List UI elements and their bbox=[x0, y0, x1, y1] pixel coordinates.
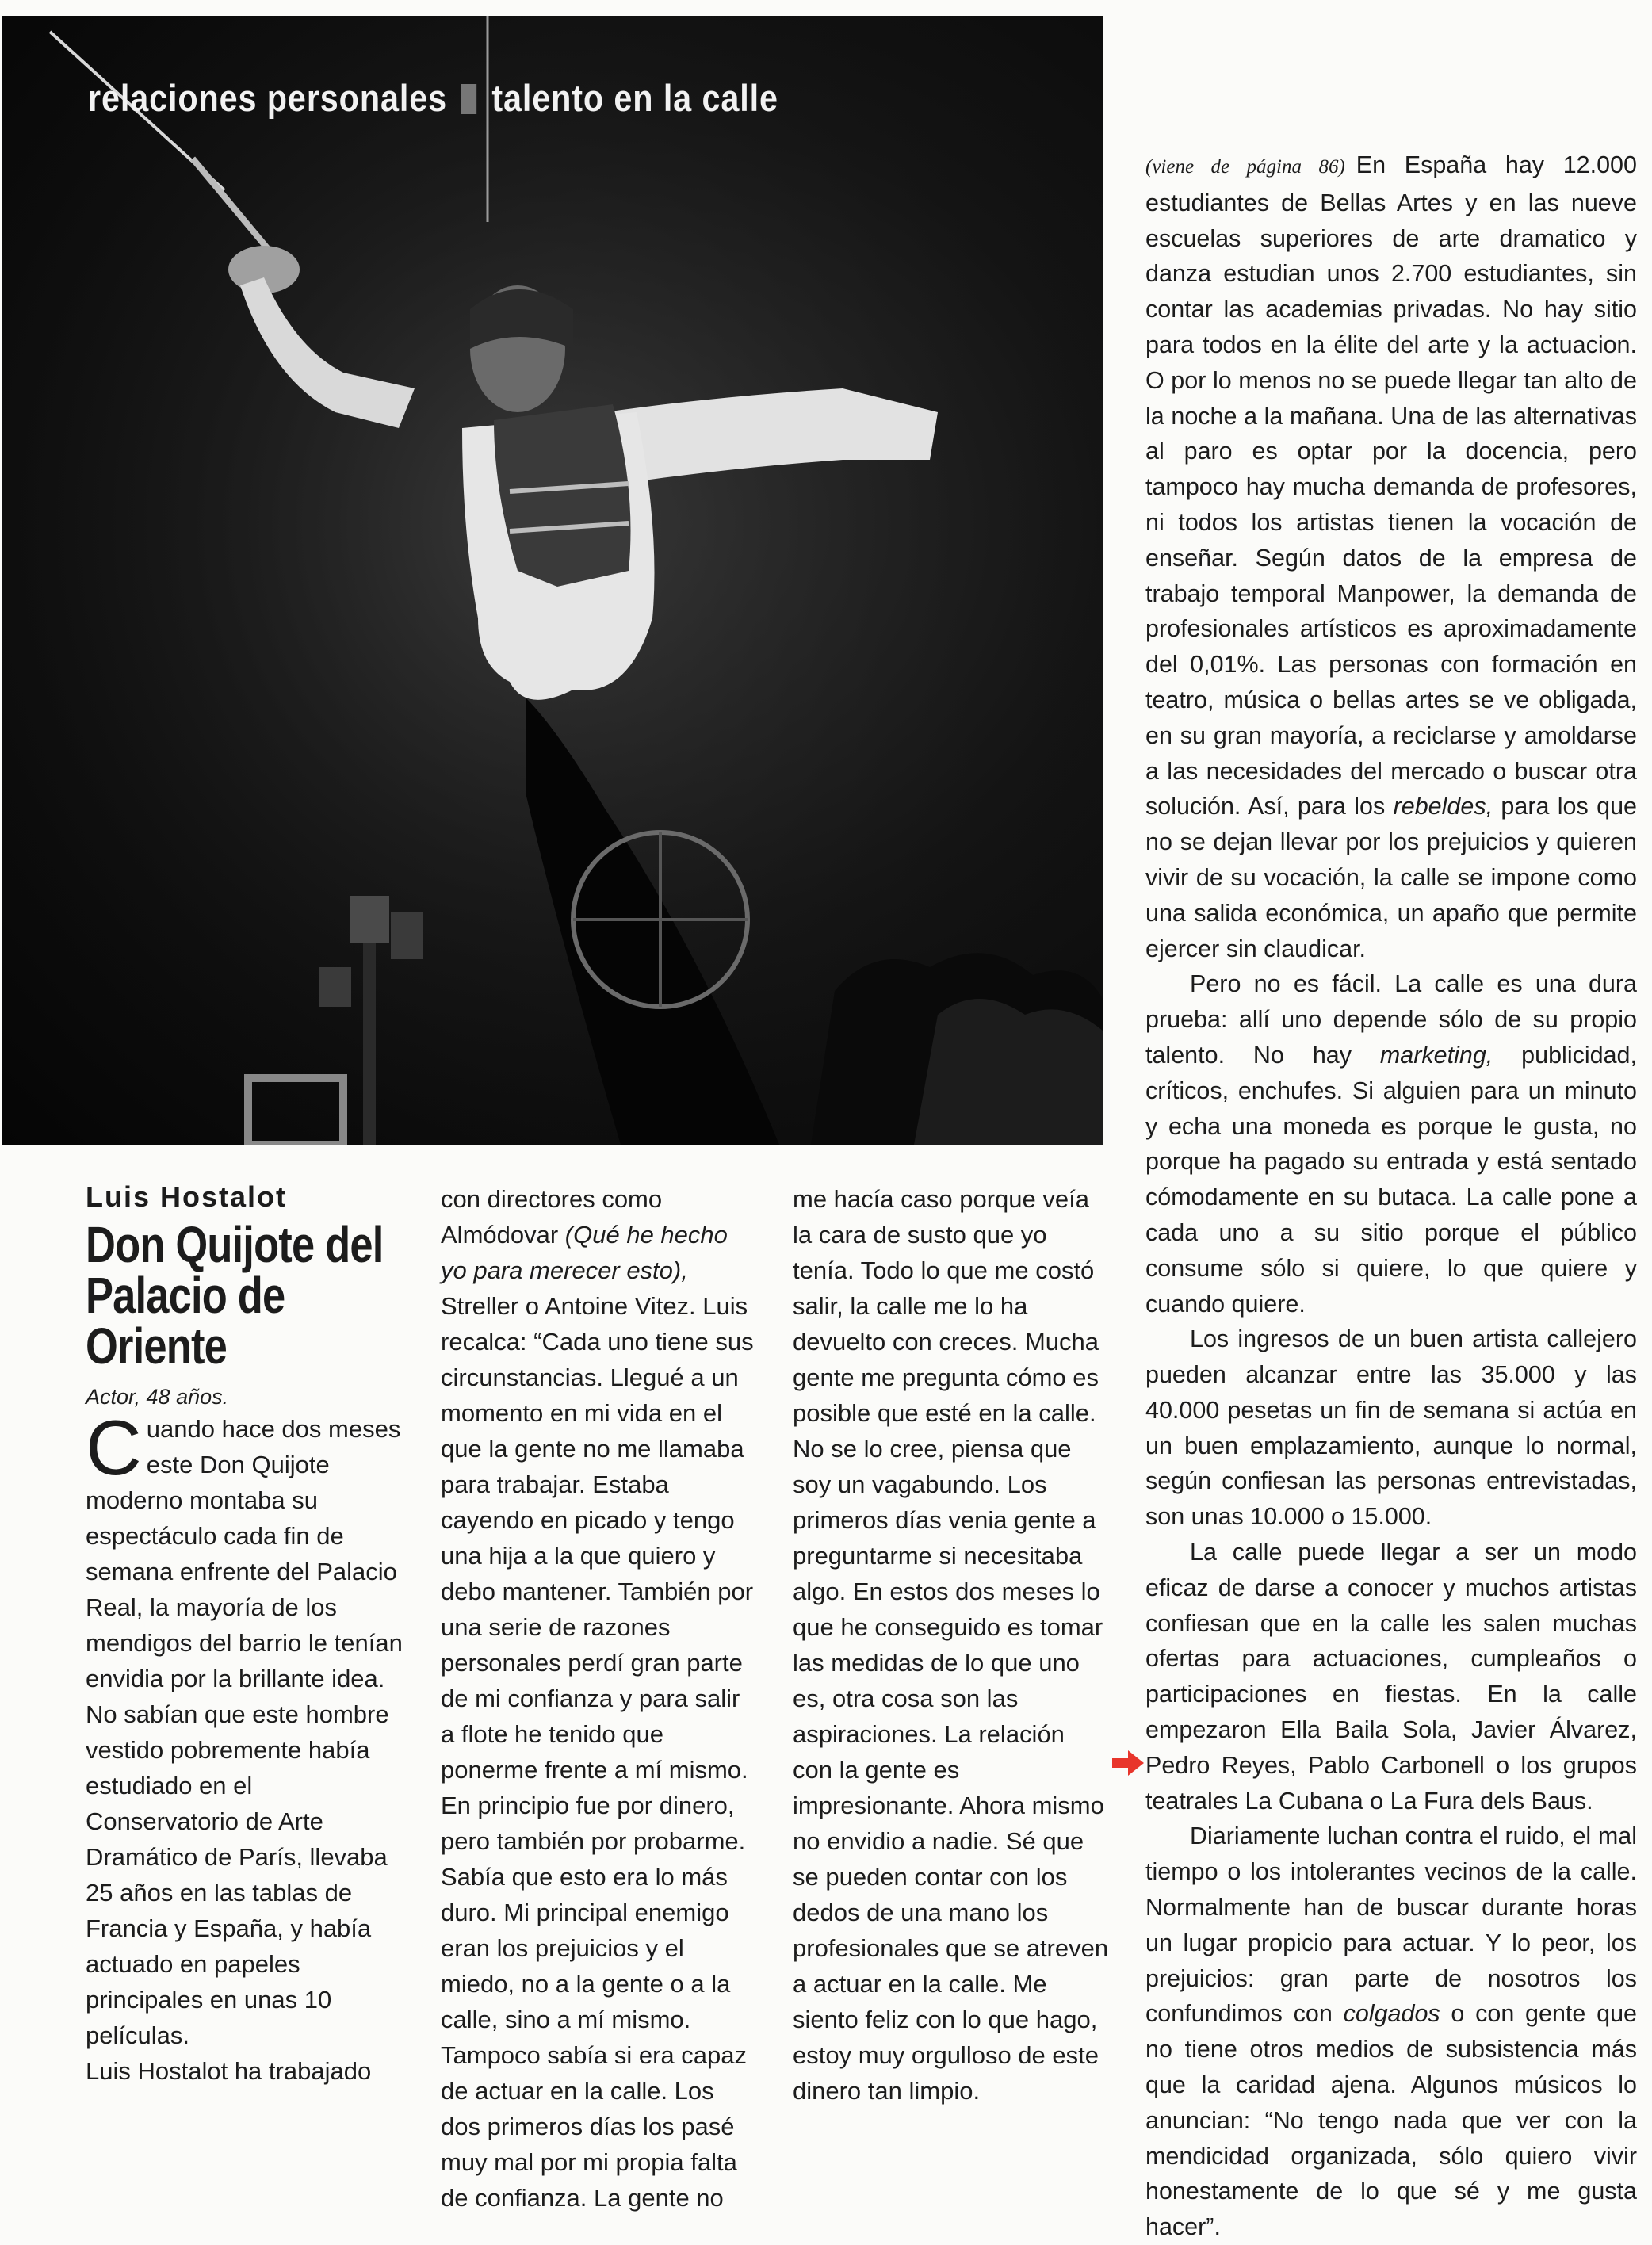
article-headline: Don Quijote del Palacio de Oriente bbox=[86, 1216, 384, 1375]
main-p2-a: Pero no es fácil. La calle es una dura prueba: allí uno depende sólo de su propio talento. No hay bbox=[1145, 970, 1637, 1069]
main-p5-b: o con gente que no tiene otros medios de subsistencia más que la caridad ajena. Algunos músicos lo anuncian: “No tengo nada que ver con la mendicidad organizada, sólo quiero vivir honestamente de lo que sé y me gusta hacer”. bbox=[1145, 2000, 1637, 2241]
main-p2-italic: marketing, bbox=[1379, 1041, 1493, 1069]
col2-text-b: Streller o Antoine Vitez. Luis recalca: “Cada uno tiene sus circunstancias. Llegué a un momento en mi vida en el que la gente no me llamaba para trabajar. Estaba cayendo en picado y tengo una hija a la que quiero y debo mantener. También por una serie de razones personales perdí gran parte de mi confianza y para salir a flote he tenido que ponerme frente a mí mismo. En principio fue por dinero, pero también por probarme. Sabía que esto era lo más duro. Mi principal enemigo eran los prejuicios y el miedo, no a la gente o a la calle, sino a mí mismo. Tampoco sabía si era capaz de actuar en la calle. Los dos primeros días los pasé muy mal por mi propia falta de confianza. La gente no bbox=[441, 1292, 754, 2212]
article-lead2: Luis Hostalot ha trabajado bbox=[86, 2057, 372, 2085]
section-header bbox=[88, 76, 778, 120]
section-separator bbox=[461, 84, 476, 114]
main-p2-b: publicidad, críticos, enchufes. Si alguien para un minuto y echa una moneda es porque le gusta, no porque ha pagado su entrada y está sentado cómodamente en su butaca. La calle pone a cada uno a su sitio porque el público consume sólo si quiere, lo que quiere y cuando quiere. bbox=[1145, 1041, 1637, 1318]
main-p3: Los ingresos de un buen artista callejero pueden alcanzar entre las 35.000 y las 40.000 pesetas un fin de semana si actúa en un buen emplazamiento, aunque lo normal, según confiesan las personas entrevistadas, son unas 10.000 o 15.000. bbox=[1145, 1325, 1637, 1531]
main-column bbox=[1145, 147, 1637, 2245]
article-lead-paragraph bbox=[86, 1404, 403, 2053]
main-p4: La calle puede llegar a ser un modo eficaz de darse a conocer y muchos artistas confiesan que en la calle les salen muchas ofertas para actuaciones, cumpleaños o participaciones en fiestas. En la calle empezaron Ella Baila Sola, Javier Álvarez, Pedro Reyes, Pablo Carbonell o los grupos teatrales La Cubana o La Fura dels Baus. bbox=[1145, 1539, 1637, 1815]
article-column-3 bbox=[793, 1181, 1110, 2109]
main-p1-italic: rebeldes, bbox=[1393, 793, 1493, 820]
main-p1-end: para los que no se dejan llevar por los prejuicios y quieren vivir de su vocación, la calle se impone como una salida económica, un apaño que permite ejercer sin claudicar. bbox=[1145, 793, 1637, 962]
section-header-right: talento en la calle bbox=[491, 77, 778, 119]
red-arrow-icon bbox=[1112, 1750, 1144, 1776]
don-quijote-figure-icon bbox=[2, 16, 1103, 1145]
article-column-2 bbox=[441, 1181, 758, 2216]
section-header-left: relaciones personales bbox=[88, 77, 447, 119]
col2-text-a: con directores como Almódovar bbox=[441, 1185, 663, 1249]
col2-film-title: (Qué he hecho yo para merecer esto), bbox=[441, 1221, 728, 1284]
article-column-1 bbox=[86, 1181, 403, 2089]
main-p1: En España hay 12.000 estudiantes de Bellas Artes y en las nueve escuelas superiores de arte dramatico y danza estudian unos 2.700 estudiantes, sin contar las academias privadas. No hay sitio para todos en la élite del arte y la actuacion. O por lo menos no se puede llegar tan alto de la noche a la mañana. Una de las alternativas al paro es optar por la docencia, pero tampoco hay mucha demanda de profesores, ni todos los artistas tienen la vocación de enseñar. Según datos de la empresa de trabajo temporal Manpower, la demanda de profesionales artísticos es aproximadamente del 0,01%. Las personas con formación en teatro, música o bellas artes se ve obligada, en su gran mayoría, a reciclarse y amoldarse a las necesidades del mercado o buscar otra solución. Así, para los bbox=[1145, 151, 1637, 820]
drop-cap: C bbox=[86, 1404, 142, 1491]
article-photo bbox=[2, 16, 1103, 1145]
article-lead-text: uando hace dos meses este Don Quijote moderno montaba su espectáculo cada fin de semana enfrente del Palacio Real, la mayoría de los mendigos del barrio le tenían envidia por la brillante idea. No sabían que este hombre vestido pobremente había estudiado en el Conservatorio de Arte Dramático de París, llevaba 25 años en las tablas de Francia y España, y había actuado en papeles principales en unas 10 películas. bbox=[86, 1415, 403, 2049]
article-role: Actor, 48 años. bbox=[86, 1385, 229, 1409]
main-p5-italic: colgados bbox=[1343, 2000, 1440, 2028]
col3-text: me hacía caso porque veía la cara de susto que yo tenía. Todo lo que me costó salir, la calle me lo ha devuelto con creces. Mucha gente me pregunta cómo es posible que esté en la calle. No se lo cree, piensa que soy un vagabundo. Los primeros días venia gente a preguntarme si necesitaba algo. En estos dos meses lo que he conseguido es tomar las medidas de lo que uno es, otra cosa son las aspiraciones. La relación con la gente es impresionante. Ahora mismo no envidio a nadie. Sé que se pueden contar con los dedos de una mano los profesionales que se atreven a actuar en la calle. Me siento feliz con lo que hago, estoy muy orgulloso de este dinero tan limpio. bbox=[793, 1185, 1109, 2105]
continued-from-ref: (viene de página 86) bbox=[1145, 156, 1345, 178]
main-p5-a: Diariamente luchan contra el ruido, el mal tiempo o los intolerantes vecinos de la calle. Normalmente han de buscar durante horas un lugar propicio para actuar. Y lo peor, los prejuicios: gran parte de nosotros los confundimos con bbox=[1145, 1822, 1637, 2028]
article-author: Luis Hostalot bbox=[86, 1180, 288, 1213]
